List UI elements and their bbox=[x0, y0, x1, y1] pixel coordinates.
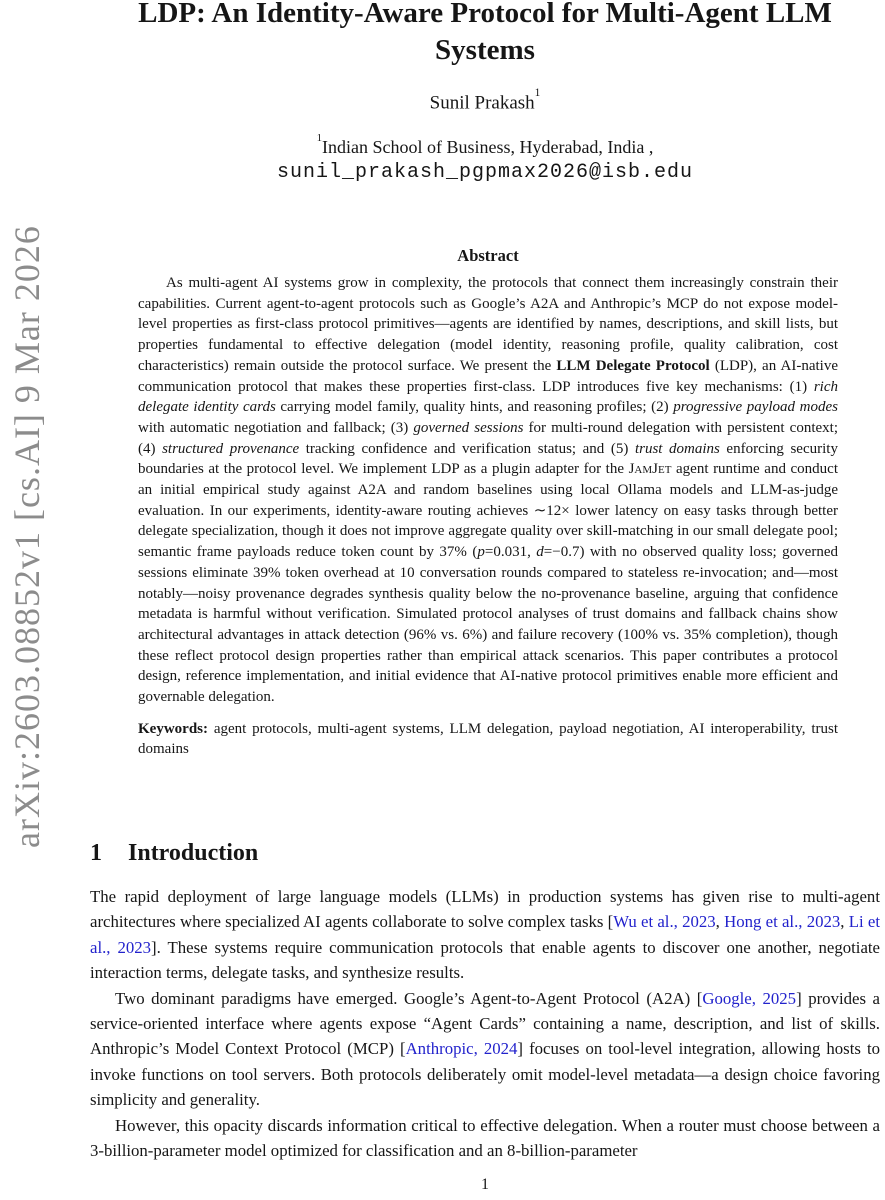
affiliation-line bbox=[90, 132, 880, 158]
arxiv-watermark: arXiv:2603.08852v1 [cs.AI] 9 Mar 2026 bbox=[7, 225, 47, 848]
author-email: sunil_prakash_pgpmax2026@isb.edu bbox=[276, 161, 694, 184]
section-title: Introduction bbox=[128, 840, 259, 866]
citation-link[interactable]: Hong et al., 2023 bbox=[724, 912, 841, 932]
introduction-body bbox=[90, 884, 880, 1163]
abstract-section bbox=[138, 246, 838, 760]
citation-link[interactable]: Google, 2025 bbox=[702, 988, 797, 1008]
paragraph-1: The rapid deployment of large language models (LLMs) in production systems has given rise to multi-agent architectures where specialized AI agents collaborate to solve complex tasks [Wu et al., 2023, Hong et al., 2023, Li et al., 2023]. These systems require communication protocols that enable agents to discover one another, negotiate interaction terms, delegate tasks, and synthesize results. bbox=[90, 887, 880, 983]
paragraph-3: However, this opacity discards information critical to effective delegation. When a router must choose between a 3-billion-parameter model optimized for classification and an 8-billion-parameter bbox=[90, 1115, 880, 1161]
author-name: Sunil Prakash bbox=[429, 92, 535, 114]
abstract-heading: Abstract bbox=[457, 246, 519, 265]
citation-link[interactable]: Anthropic, 2024 bbox=[405, 1039, 518, 1059]
abstract-text: As multi-agent AI systems grow in complexity, the protocols that connect them increasingly constrain their capabilities. Current agent-to-agent protocols such as Google’s A2A and Anthropic’s MCP do not expose model-level properties as first-class protocol primitives—agents are identified by names, descriptions, and skill lists, but properties fundamental to effective delegation (model identity, reasoning profile, quality calibration, cost characteristics) remain outside the protocol surface. We present the LLM Delegate Protocol (LDP), an AI-native communication protocol that makes these properties first-class. LDP introduces five key mechanisms: (1) rich delegate identity cards carrying model family, quality hints, and reasoning profiles; (2) progressive payload modes with automatic negotiation and fallback; (3) governed sessions for multi-round delegation with persistent context; (4) structured provenance tracking confidence and verification status; and (5) trust domains enforcing security boundaries at the protocol level. We implement LDP as a plugin adapter for the JamJet agent runtime and conduct an initial empirical study against A2A and random baselines using local Ollama models and LLM-as-judge evaluation. In our experiments, identity-aware routing achieves ∼12× lower latency on easy tasks through better delegate specialization, though it does not improve aggregate quality over skill-matching in our small delegate pool; semantic frame payloads reduce token count by 37% (p=0.031, d=−0.7) with no observed quality loss; governed sessions eliminate 39% token overhead at 10 conversation rounds compared to stateless re-invocation; and—most notably—noisy provenance degrades synthesis quality below the no-provenance baseline, arguing that confidence metadata is harmful without verification. Simulated protocol analyses of trust domains and fallback chains show architectural advantages in attack detection (96% vs. 6%) and failure recovery (100% vs. 35% completion), though these reflect protocol design properties rather than empirical attack scenarios. This paper contributes a protocol design, reference implementation, and initial evidence that AI-native protocol primitives enable more efficient and governable delegation. bbox=[138, 275, 839, 706]
citation-link[interactable]: Wu et al., 2023 bbox=[613, 912, 716, 932]
keywords-text: agent protocols, multi-agent systems, LLM delegation, payload negotiation, AI interoperability, trust domains bbox=[138, 720, 838, 758]
author-line bbox=[90, 86, 880, 114]
paper-title: LDP: An Identity-Aware Protocol for Multi-Agent LLM Systems bbox=[138, 0, 832, 66]
citation-link[interactable]: Li et al., 2023 bbox=[90, 912, 880, 957]
paragraph-2: Two dominant paradigms have emerged. Google’s Agent-to-Agent Protocol (A2A) [Google, 2025] provides a service-oriented interface where agents expose “Agent Cards” containing a name, description, and list of skills. Anthropic’s Model Context Protocol (MCP) [Anthropic, 2024] focuses on tool-level integration, allowing hosts to invoke functions on tool servers. Both protocols deliberately omit model-level metadata—a design choice favoring simplicity and generality. bbox=[90, 988, 881, 1110]
affiliation-marker: 1 bbox=[316, 132, 322, 145]
keywords-line bbox=[138, 719, 838, 760]
section-number: 1 bbox=[90, 840, 102, 866]
keywords-label: Keywords: bbox=[138, 720, 208, 737]
section-heading-introduction bbox=[90, 838, 880, 868]
affiliation-text: Indian School of Business, Hyderabad, India , bbox=[321, 137, 654, 157]
page-number: 1 bbox=[481, 1176, 489, 1193]
author-affiliation-marker: 1 bbox=[534, 86, 541, 99]
